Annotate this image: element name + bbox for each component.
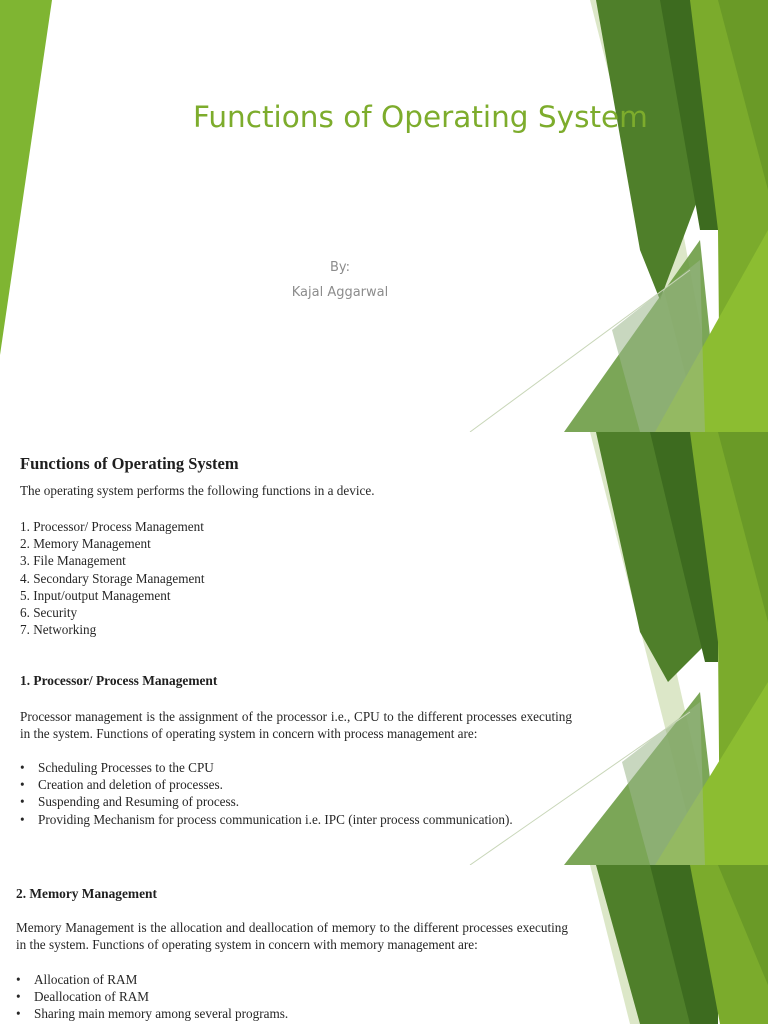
slide-heading: Functions of Operating System <box>20 454 239 473</box>
list-item: • Scheduling Processes to the CPU <box>20 760 214 775</box>
title-slide <box>0 0 768 432</box>
list-item: • Sharing main memory among several programs. <box>16 1006 289 1022</box>
bullet-icon: • <box>20 794 25 810</box>
list-item: 7. Networking <box>20 622 97 638</box>
section-heading: 1. Processor/ Process Management <box>20 673 218 688</box>
author-name: Kajal Aggarwal <box>291 285 389 300</box>
list-item: • Creation and deletion of processes. <box>20 777 223 793</box>
functions-slide <box>0 432 768 865</box>
bullet-icon: • <box>20 811 25 827</box>
list-item: • Providing Mechanism for process communication i.e. IPC (inter process communication). <box>20 811 513 827</box>
process-bullets <box>20 759 513 828</box>
bullet-icon: • <box>16 972 21 987</box>
list-item: 6. Security <box>20 604 78 620</box>
presentation-title: Functions of Operating System <box>193 100 648 134</box>
functions-list <box>20 518 205 638</box>
bullet-icon: • <box>20 760 25 775</box>
green-facets-decoration <box>0 0 768 432</box>
list-item: 2. Memory Management <box>20 536 151 552</box>
bullet-icon: • <box>16 989 21 1005</box>
list-item: 3. File Management <box>20 553 126 569</box>
memory-slide <box>0 865 768 1024</box>
memory-bullets <box>16 971 288 1023</box>
section-paragraph: Memory Management is the allocation and deallocation of memory to the different processes executing in the system. Functions of operating system in concern with memory management are: <box>16 920 568 952</box>
list-item: • Deallocation of RAM <box>16 989 149 1005</box>
list-item: • Suspending and Resuming of process. <box>20 794 240 810</box>
by-label: By: <box>329 260 351 275</box>
list-item: 1. Processor/ Process Management <box>20 519 204 534</box>
list-item: 5. Input/output Management <box>20 587 171 603</box>
bullet-icon: • <box>20 777 25 793</box>
intro-text: The operating system performs the following functions in a device. <box>20 483 375 498</box>
list-item: 4. Secondary Storage Management <box>20 570 205 586</box>
list-item: • Allocation of RAM <box>16 972 138 987</box>
section-paragraph: Processor management is the assignment of the processor i.e., CPU to the different processes executing in the system. Functions of operating system in concern with process management are: <box>20 709 572 741</box>
section-heading: 2. Memory Management <box>16 886 157 901</box>
bullet-icon: • <box>16 1006 21 1022</box>
